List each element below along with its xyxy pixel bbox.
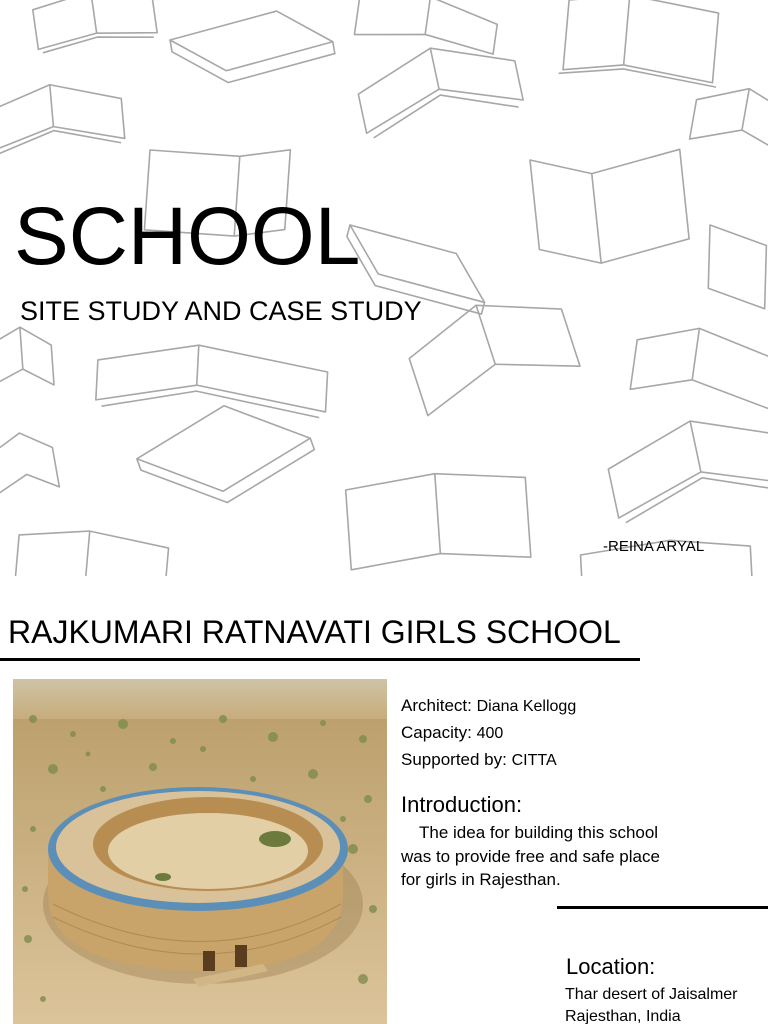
school-facts bbox=[401, 693, 761, 774]
title-divider bbox=[0, 658, 640, 661]
case-study-title: RAJKUMARI RATNAVATI GIRLS SCHOOL bbox=[8, 614, 621, 650]
fact-value: Diana Kellogg bbox=[476, 698, 577, 715]
case-study-slide bbox=[0, 576, 768, 1024]
book-sketch bbox=[130, 382, 321, 527]
book-sketch bbox=[168, 2, 336, 91]
section-divider bbox=[557, 906, 768, 909]
book-sketch bbox=[530, 144, 691, 269]
fact-label: Capacity: bbox=[401, 723, 472, 742]
introduction-heading: Introduction: bbox=[401, 792, 523, 817]
book-sketch bbox=[0, 325, 54, 390]
author-name: -REINA ARYAL bbox=[603, 538, 705, 555]
book-sketch bbox=[0, 79, 125, 154]
location-line: Thar desert of Jaisalmer bbox=[565, 986, 738, 1003]
book-sketch bbox=[0, 428, 59, 499]
book-sketch bbox=[690, 80, 768, 156]
fact-value: 400 bbox=[476, 725, 504, 742]
fact-value: CITTA bbox=[511, 752, 557, 769]
book-sketch bbox=[559, 0, 724, 87]
book-sketch bbox=[31, 0, 157, 53]
introduction-text: The idea for building this school was to provide free and safe place for girls in Rajesthan. bbox=[401, 823, 660, 889]
fact-architect bbox=[401, 693, 761, 720]
book-sketch bbox=[630, 320, 768, 409]
book-sketch bbox=[400, 281, 580, 416]
book-sketch bbox=[602, 404, 768, 523]
fact-capacity bbox=[401, 720, 761, 747]
oval-school-building-image bbox=[13, 679, 387, 1024]
book-sketch bbox=[15, 525, 170, 576]
slide-subtitle: SITE STUDY AND CASE STUDY bbox=[20, 296, 422, 326]
book-sketch bbox=[95, 340, 328, 418]
book-sketch bbox=[354, 0, 499, 54]
location-text bbox=[565, 984, 765, 1024]
location-heading: Location: bbox=[566, 954, 656, 979]
fact-supported-by bbox=[401, 747, 761, 774]
book-sketch bbox=[689, 225, 768, 309]
book-sketch bbox=[352, 32, 524, 140]
fact-label: Architect: bbox=[401, 696, 472, 715]
location-line: Rajesthan, India bbox=[565, 1008, 681, 1024]
fact-label: Supported by: bbox=[401, 750, 507, 769]
slide-title: SCHOOL bbox=[14, 191, 361, 282]
school-photo bbox=[13, 679, 387, 1024]
book-sketch bbox=[345, 467, 531, 569]
